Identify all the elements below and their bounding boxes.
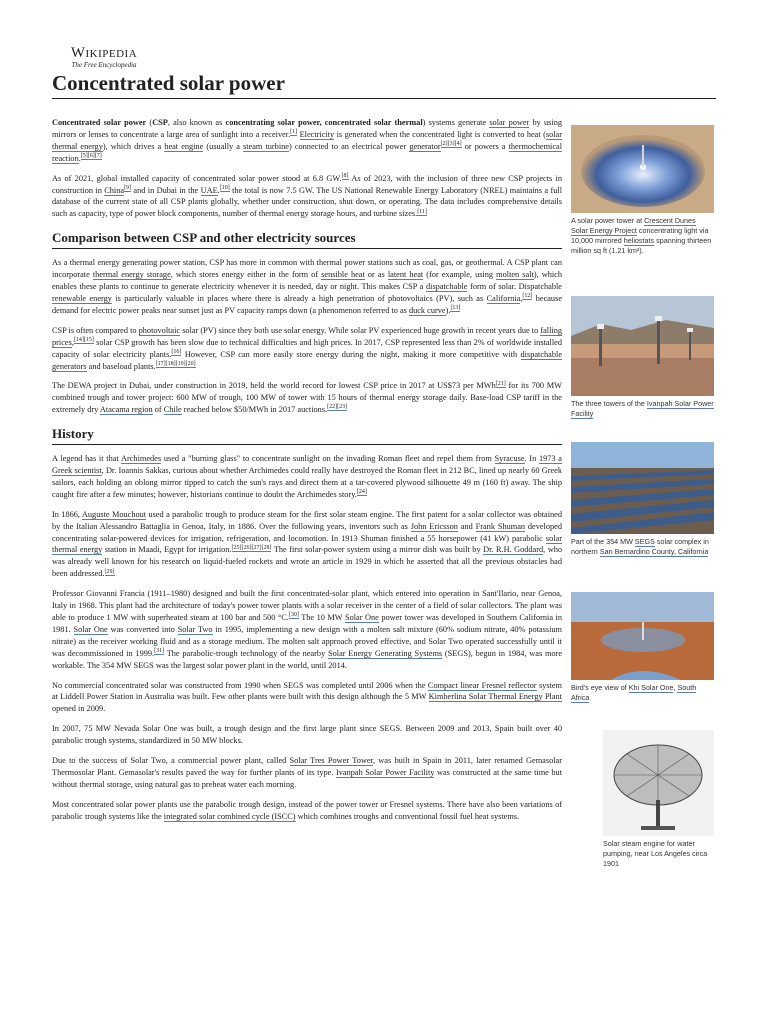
text-run: and xyxy=(457,521,476,531)
figure-solar-steam-engine xyxy=(603,730,714,869)
text-run: In 1866, xyxy=(52,509,82,519)
text-run: in 1995, implementing a new design with a molten salt mixture (60% sodium nitrate, 40% potassium nitrate) as the receiver working fluid and as a storage medium. The molten salt approach proved effective, and Solar Two operated successfully until it was decommissioned in 1999. xyxy=(52,624,562,658)
text-run: system at Liddell Power Station in Australia was built. Few other plants were built with this design although the 5 MW xyxy=(52,680,562,702)
wiki-link[interactable]: Chile xyxy=(163,405,182,415)
wiki-link[interactable]: Syracuse xyxy=(494,454,525,464)
text-run: , also known as xyxy=(167,118,226,127)
text-run: The first solar-power system using a mirror dish was built by xyxy=(271,545,484,555)
wiki-link[interactable]: Solar Two xyxy=(177,624,213,634)
paragraph xyxy=(52,453,562,501)
wiki-link[interactable]: solar thermal energy xyxy=(52,533,562,555)
paragraph xyxy=(52,380,562,416)
text-run: ), which drives a xyxy=(102,141,165,151)
text-run: is particularly valuable in places where there is already a high penetration of photovoltaics (PV), such as xyxy=(111,293,487,303)
citation-link[interactable]: [12] xyxy=(522,293,533,300)
text-run: Most concentrated solar power plants use the parabolic trough design, instead of the power tower or Fresnel systems. There have also been variations of parabolic trough systems like the xyxy=(52,799,562,821)
figure-caption xyxy=(571,537,714,557)
citation-link[interactable]: [22][23] xyxy=(327,404,348,411)
figure-segs xyxy=(571,442,714,557)
wiki-link[interactable]: Ivanpah Solar Power Facility xyxy=(336,767,435,777)
text-run: power tower was developed in Southern California in 1981. xyxy=(52,613,562,634)
wiki-link[interactable]: UAE xyxy=(200,185,218,195)
text-run: . xyxy=(78,153,81,163)
text-run: As a thermal energy generating power station, CSP has more in common with thermal power stations such as coal, gas, or geothermal. A CSP plant can incorporate xyxy=(52,258,562,280)
wiki-link[interactable]: South Africa xyxy=(571,683,697,702)
wiki-link[interactable]: dispatchable xyxy=(425,282,468,292)
text-run: A solar power tower at xyxy=(571,216,645,225)
text-run: (SEGS), begun in 1984, was more workable. The 354 MW SEGS was the largest solar power plant in the world, until 2014. xyxy=(52,648,562,670)
text-run: Solar steam engine for water pumping, near Los Angeles circa 1901 xyxy=(603,839,708,868)
citation-link[interactable]: [29] xyxy=(104,568,115,575)
bold-text: concentrating solar power, concentrated solar thermal xyxy=(225,118,423,127)
text-run: solar complex in northern xyxy=(571,537,709,556)
citation-link[interactable]: [11] xyxy=(417,208,427,215)
text-run: However, CSP can more easily store energy during the night, making it more competitive with xyxy=(181,349,521,359)
khi-solar-one-image[interactable] xyxy=(571,592,714,680)
wiki-link[interactable]: integrated solar combined cycle (ISCC) xyxy=(163,811,296,821)
text-run: No commercial concentrated solar was constructed from 1990 when SEGS was completed until 2006 when the xyxy=(52,680,428,690)
citation-link[interactable]: [1] xyxy=(290,129,298,136)
citation-link[interactable]: [13] xyxy=(450,305,461,312)
wiki-link[interactable]: solar power xyxy=(489,118,530,127)
wiki-link[interactable]: steam turbine xyxy=(243,141,289,151)
text-run: Due to the success of Solar Two, a commercial power plant, called xyxy=(52,756,290,766)
citation-link[interactable]: [31] xyxy=(154,647,165,654)
text-run: concentrating light via 10,000 mirrored xyxy=(571,226,709,245)
text-run: developed concentrating solar-powered devices for irrigation, refrigeration, and locomotion. In 1913 Shuman finished a 55 horsepower (41 kW) parabolic xyxy=(52,521,562,543)
text-run: is generated when the concentrated light is converted to heat ( xyxy=(334,129,546,139)
wiki-link[interactable]: renewable energy xyxy=(52,293,112,303)
citation-link[interactable]: [16] xyxy=(171,348,182,355)
citation-link[interactable]: [25][26][27][28] xyxy=(231,544,272,551)
text-run: The DEWA project in Dubai, under construction in 2019, held the world record for lowest CSP price in 2017 at US$73 per MWh xyxy=(52,381,496,391)
text-run: ( xyxy=(146,118,153,127)
figure-caption xyxy=(571,683,714,703)
ivanpah-image[interactable] xyxy=(571,296,714,396)
figure-ivanpah xyxy=(571,296,714,419)
text-run: Bird's eye view of xyxy=(571,683,629,692)
wiki-link[interactable]: heliostats xyxy=(623,236,655,245)
text-run: because demand for electric power peaks near sunset just as PV capacity ramps down (a phenomenon referred to as xyxy=(52,293,562,315)
paragraph xyxy=(52,680,562,716)
citation-link[interactable]: [24] xyxy=(356,489,367,496)
wiki-link[interactable]: Crescent Dunes Solar Energy Project xyxy=(571,216,696,235)
wiki-link[interactable]: Khi Solar One xyxy=(628,683,674,692)
text-run: form of solar. Dispatchable xyxy=(467,282,562,292)
bold-text: CSP xyxy=(152,118,168,127)
text-run: , xyxy=(71,337,74,347)
text-run: for its 700 MW combined trough and tower project: 600 MW of trough, 100 MW of tower with 15 hours of thermal energy storage daily. Base-load CSP tariff in the extremely dry xyxy=(52,381,563,415)
text-run: The three towers of the xyxy=(571,399,647,408)
citation-link[interactable]: [10] xyxy=(219,184,230,191)
text-run: In 2007, 75 MW Nevada Solar One was built, a trough design and the first large plant since SEGS. Between 2009 and 2013, Spain built over 40 parabolic trough systems, standardized in 50 MW blocks. xyxy=(52,724,562,746)
wiki-link[interactable]: SEGS xyxy=(634,537,655,546)
text-run: or powers a xyxy=(461,141,509,151)
wiki-link[interactable]: Solar One xyxy=(73,624,108,634)
wiki-link[interactable]: 1973 a Greek scientist xyxy=(52,454,562,476)
wiki-link[interactable]: California xyxy=(486,293,521,303)
wiki-link[interactable]: China xyxy=(104,185,125,195)
text-run: ). xyxy=(445,305,451,315)
wiki-link[interactable]: Solar Energy Generating Systems xyxy=(328,648,443,658)
paragraph xyxy=(52,257,562,317)
wiki-link[interactable]: Frank Shuman xyxy=(475,521,526,531)
paragraph xyxy=(52,509,562,580)
paragraph xyxy=(52,173,562,221)
wiki-link[interactable]: Atacama region xyxy=(99,405,153,415)
wikipedia-logo[interactable] xyxy=(64,46,144,70)
text-run: spanning thirteen million sq ft (1.21 km²). xyxy=(571,236,712,255)
text-run: and baseload plants. xyxy=(86,361,156,371)
article-body xyxy=(52,117,562,831)
text-run: station in Maadi, Egypt for irrigation. xyxy=(102,545,232,555)
citation-link[interactable]: [14][15] xyxy=(73,336,94,343)
citation-link[interactable]: [9] xyxy=(124,184,132,191)
comparison-section xyxy=(52,257,562,416)
text-run: opened in 2009. xyxy=(52,704,106,714)
citation-link[interactable]: [8] xyxy=(341,172,349,179)
text-run: , xyxy=(673,683,678,692)
wiki-link[interactable]: heat engine xyxy=(164,141,204,151)
paragraph xyxy=(52,117,562,165)
segs-image[interactable] xyxy=(571,442,714,534)
wiki-link[interactable]: San Bernardino County, California xyxy=(599,547,709,556)
text-run: the total is now 7.5 GW. The US National Renewable Energy Laboratory (NREL) maintains a full database of the current state of all CSP plants globally, whether under construction, shut down, or operating. The data includes comprehensive details such as capacity, type of power block components, number of thermal energy storage hours, and turbine sizes. xyxy=(52,185,563,219)
wiki-link[interactable]: solar thermal energy xyxy=(52,129,562,151)
text-run: , who was already well known for his research on liquid-fueled rockets and wrote an article in 1929 in which he asserted that all the previous obstacles had been addressed. xyxy=(52,545,563,579)
wikipedia-tagline: The Free Encyclopedia xyxy=(71,61,137,69)
wiki-link[interactable]: Solar Tres Power Tower xyxy=(289,756,373,766)
text-run: solar (PV) since they both use solar energy. While solar PV experienced huge growth in recent years due to xyxy=(180,325,541,335)
text-run: Part of the 354 MW xyxy=(571,537,635,546)
text-run: . In xyxy=(524,454,539,464)
wiki-link[interactable]: generator xyxy=(409,141,441,151)
citation-link[interactable]: [30] xyxy=(288,612,299,619)
figure-crescent-dunes xyxy=(571,125,714,256)
history-section xyxy=(52,453,562,822)
text-run: , was built in Spain in 2011, later renamed Gemasolar Thermosolar Plant. Gemasolar's results paved the way for further plants of its type. xyxy=(52,756,562,777)
wiki-link[interactable]: Archimedes xyxy=(120,454,162,464)
wiki-link[interactable]: thermochemical reaction xyxy=(52,141,563,163)
wiki-link[interactable]: thermal energy storage xyxy=(92,270,171,280)
text-run: was constructed at the same time but without thermal storage, using natural gas to preheat water each morning. xyxy=(52,767,562,789)
wiki-link[interactable]: photovoltaic xyxy=(138,325,181,335)
wiki-link[interactable]: Auguste Mouchout xyxy=(81,509,147,519)
figure-khi-solar-one xyxy=(571,592,714,703)
wiki-link[interactable]: Ivanpah Solar Power Facility xyxy=(571,399,714,418)
text-run: used a "burning glass" to concentrate sunlight on the invading Roman fleet and repel them from xyxy=(161,454,495,464)
text-run: and in Dubai in the xyxy=(131,185,201,195)
wiki-link[interactable]: John Ericsson xyxy=(410,521,458,531)
text-run: , Dr. Ioannis Sakkas, curious about whether Archimedes could really have destroyed the Roman fleet in 212 BC, lined up nearly 60 Greek sailors, each holding an oblong mirror tipped to catch the sun's rays and direct them at a tar-covered plywood silhouette 49 m (160 ft) away. The ship caught fire after a few minutes; however, historians continue to doubt the Archimedes story. xyxy=(52,466,562,499)
text-run: The 10 MW xyxy=(298,613,345,622)
wiki-link[interactable]: sensible heat xyxy=(321,270,365,280)
citation-link[interactable]: [17][18][19][20] xyxy=(155,360,196,367)
paragraph xyxy=(52,799,562,823)
text-run: (usually a xyxy=(203,141,244,151)
text-run: ) connected to an electrical power xyxy=(288,141,410,151)
text-run: CSP is often compared to xyxy=(52,325,139,335)
paragraph xyxy=(52,325,562,373)
citation-link[interactable]: [5][6][7] xyxy=(80,152,102,159)
solar-steam-engine-image[interactable] xyxy=(603,730,714,836)
text-run: The parabolic-trough technology of the nearby xyxy=(164,648,328,658)
bold-text: Concentrated solar power xyxy=(52,118,147,127)
wiki-link[interactable]: Electricity xyxy=(299,129,335,139)
text-run: As of 2023, with the inclusion of three new CSP projects in construction in xyxy=(52,173,562,195)
wiki-link[interactable]: falling prices xyxy=(52,325,562,347)
text-run: , which stores energy either in the form of xyxy=(170,270,322,280)
section-heading-history: History xyxy=(52,426,562,445)
paragraph xyxy=(52,723,562,747)
figure-caption xyxy=(571,216,714,256)
crescent-dunes-image[interactable] xyxy=(571,125,714,213)
citation-link[interactable]: [2][3][4] xyxy=(440,141,462,148)
text-run: or as xyxy=(364,270,388,280)
wiki-link[interactable]: dispatchable generators xyxy=(52,349,562,371)
text-run: which combines troughs and conventional fossil fuel heat systems. xyxy=(295,811,520,821)
text-run: . xyxy=(217,185,220,195)
wiki-link[interactable]: Kimberlina Solar Thermal Energy Plant xyxy=(428,692,562,702)
text-run: reached below $50/MWh in 2017 auctions. xyxy=(181,405,328,415)
text-run: ) systems generate xyxy=(422,118,490,127)
paragraph xyxy=(52,755,562,791)
wiki-link[interactable]: molten salt xyxy=(496,270,534,280)
wiki-link[interactable]: Solar One xyxy=(344,613,379,622)
wiki-link[interactable]: Compact linear Fresnel reflector xyxy=(427,680,537,690)
text-run: As of 2021, global installed capacity of concentrated solar power stood at 6.8 GW. xyxy=(52,173,342,183)
page-title: Concentrated solar power xyxy=(52,70,716,99)
text-run: Professor Giovanni Francia (1911–1980) designed and built the first concentrated-solar plant, which entered into operation in Sant'Ilario, near Genoa, Italy in 1968. This plant had the architecture of today's power tower plants with a solar receiver in the center of a field of solar collectors. The plant was able to produce 1 MW with superheated steam at 100 bar and 500 °C. xyxy=(52,589,562,622)
text-run: , xyxy=(520,293,523,303)
figure-caption xyxy=(603,839,714,869)
wiki-link[interactable]: duck curve xyxy=(408,305,446,315)
paragraph xyxy=(52,588,562,671)
wiki-link[interactable]: latent heat xyxy=(387,270,424,280)
text-run: ), which enables these plants to continue to generate electricity whenever it is needed, day or night. This makes CSP a xyxy=(52,270,563,292)
text-run: by using mirrors or lenses to concentrate a large area of sunlight into a receiver. xyxy=(52,118,562,139)
text-run: was converted into xyxy=(107,624,178,634)
wiki-link[interactable]: Dr. R.H. Goddard xyxy=(483,545,544,555)
text-run: A legend has it that xyxy=(52,454,121,464)
text-run: (for example, using xyxy=(423,270,497,280)
text-run: solar CSP growth has been slow due to technical difficulties and high prices. In 2017, CSP represented less than 2% of worldwide installed capacity of solar electricity plants. xyxy=(52,337,562,359)
section-heading-comparison: Comparison between CSP and other electricity sources xyxy=(52,230,562,249)
intro-section xyxy=(52,117,562,220)
wikipedia-wordmark: Wikipedia xyxy=(70,45,138,61)
text-run: of xyxy=(152,405,164,415)
figure-caption xyxy=(571,399,714,419)
text-run: used a parabolic trough to produce steam for the first solar steam engine. The first patent for a solar collector was obtained by the Italian Alessandro Battaglia in Genoa, Italy, in 1886. Over the following years, inventors such as xyxy=(52,509,562,531)
citation-link[interactable]: [21] xyxy=(495,380,506,387)
